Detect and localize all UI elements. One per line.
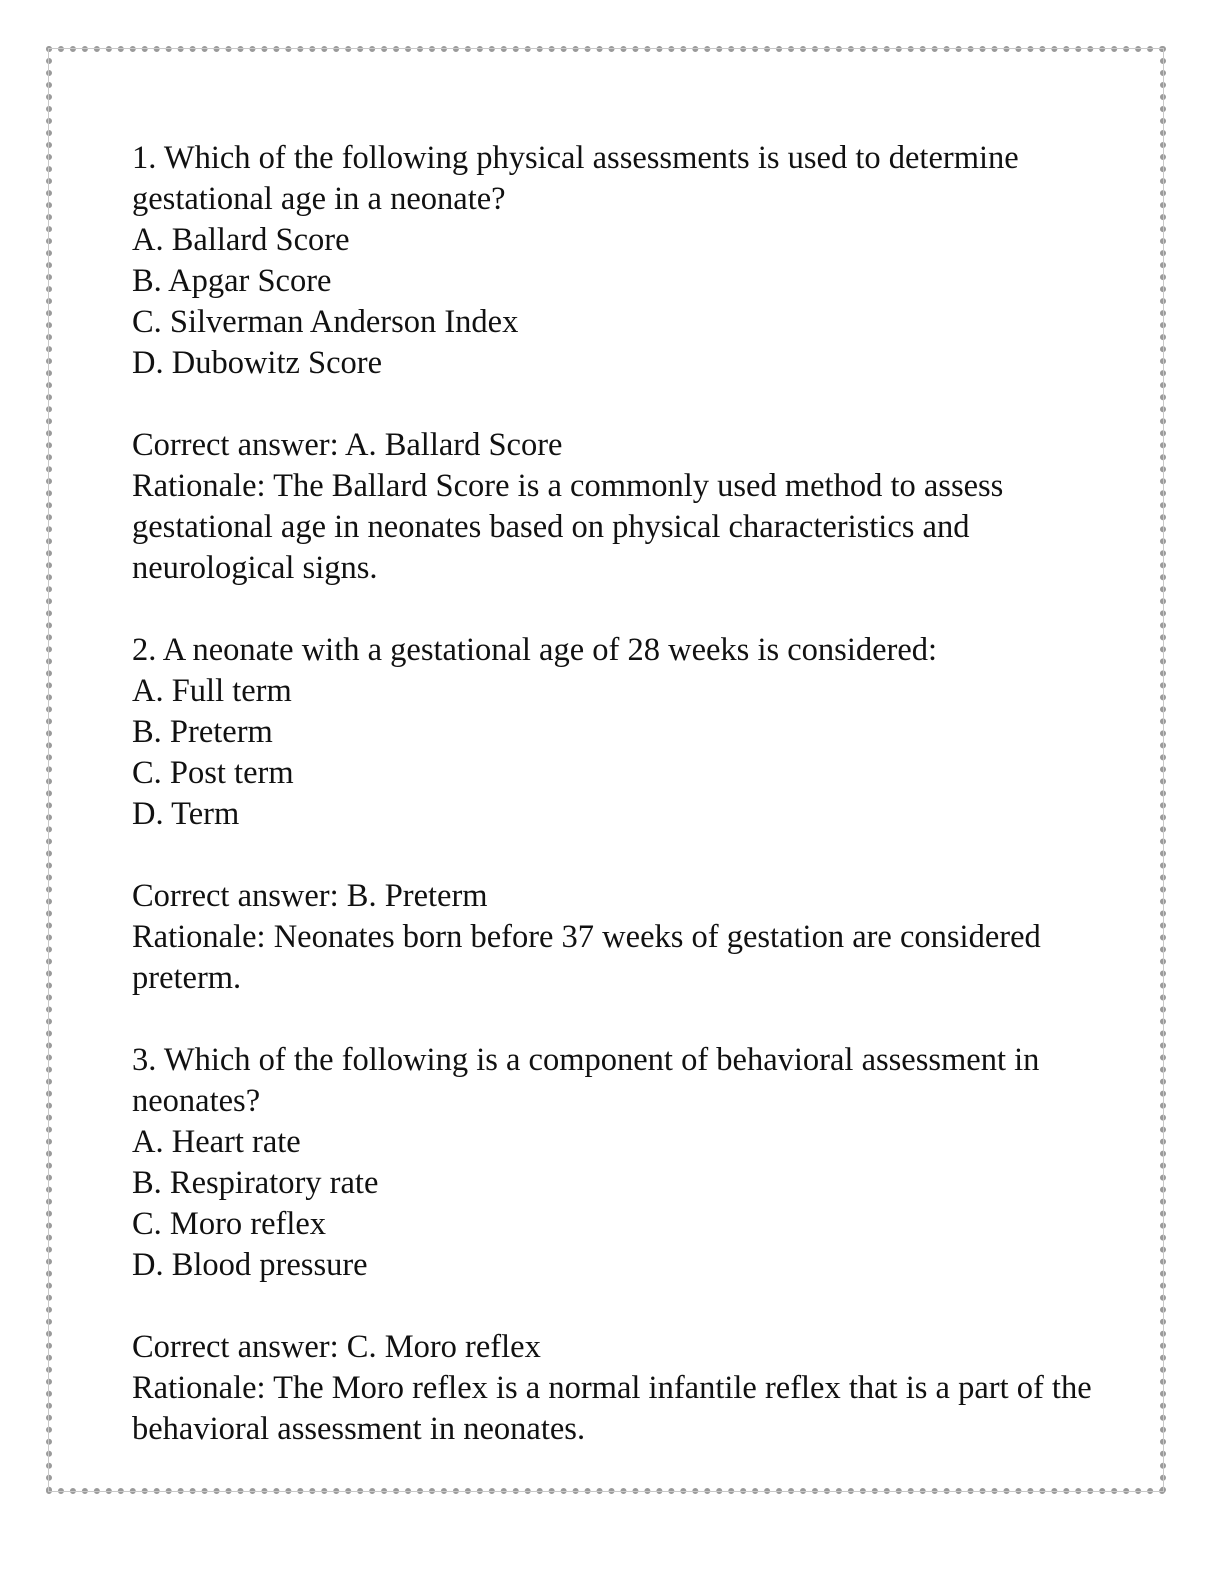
option-d: D. Dubowitz Score: [132, 345, 383, 381]
option-d: D. Blood pressure: [132, 1247, 368, 1283]
correct-answer: Correct answer: C. Moro reflex: [132, 1329, 541, 1365]
question-stem: 2. A neonate with a gestational age of 28 weeks is considered:: [132, 632, 938, 668]
rationale: Rationale: The Moro reflex is a normal infantile reflex that is a part of the behavioral assessment in neonates.: [132, 1370, 1092, 1447]
rationale: Rationale: The Ballard Score is a commonly used method to assess gestational age in neonates based on physical characteristics and neurological signs.: [132, 468, 1004, 586]
option-b: B. Preterm: [132, 714, 273, 750]
question-stem: 3. Which of the following is a component of behavioral assessment in neonates?: [132, 1042, 1040, 1119]
option-a: A. Full term: [132, 673, 292, 709]
option-c: C. Post term: [132, 755, 294, 791]
option-a: A. Heart rate: [132, 1124, 301, 1160]
option-a: A. Ballard Score: [132, 222, 350, 258]
option-b: B. Respiratory rate: [132, 1165, 379, 1201]
option-c: C. Silverman Anderson Index: [132, 304, 519, 340]
correct-answer: Correct answer: A. Ballard Score: [132, 427, 563, 463]
answer-block: [132, 1327, 1092, 1450]
rationale: Rationale: Neonates born before 37 weeks of gestation are considered preterm.: [132, 919, 1041, 996]
quiz-content: [132, 138, 1092, 1450]
question-3: [132, 1040, 1092, 1450]
answer-block: [132, 876, 1092, 999]
correct-answer: Correct answer: B. Preterm: [132, 878, 488, 914]
question-1: [132, 138, 1092, 589]
option-b: B. Apgar Score: [132, 263, 332, 299]
question-stem: 1. Which of the following physical assessments is used to determine gestational age in a neonate?: [132, 140, 1019, 217]
option-c: C. Moro reflex: [132, 1206, 327, 1242]
answer-block: [132, 425, 1092, 589]
question-2: [132, 630, 1092, 999]
option-d: D. Term: [132, 796, 240, 832]
